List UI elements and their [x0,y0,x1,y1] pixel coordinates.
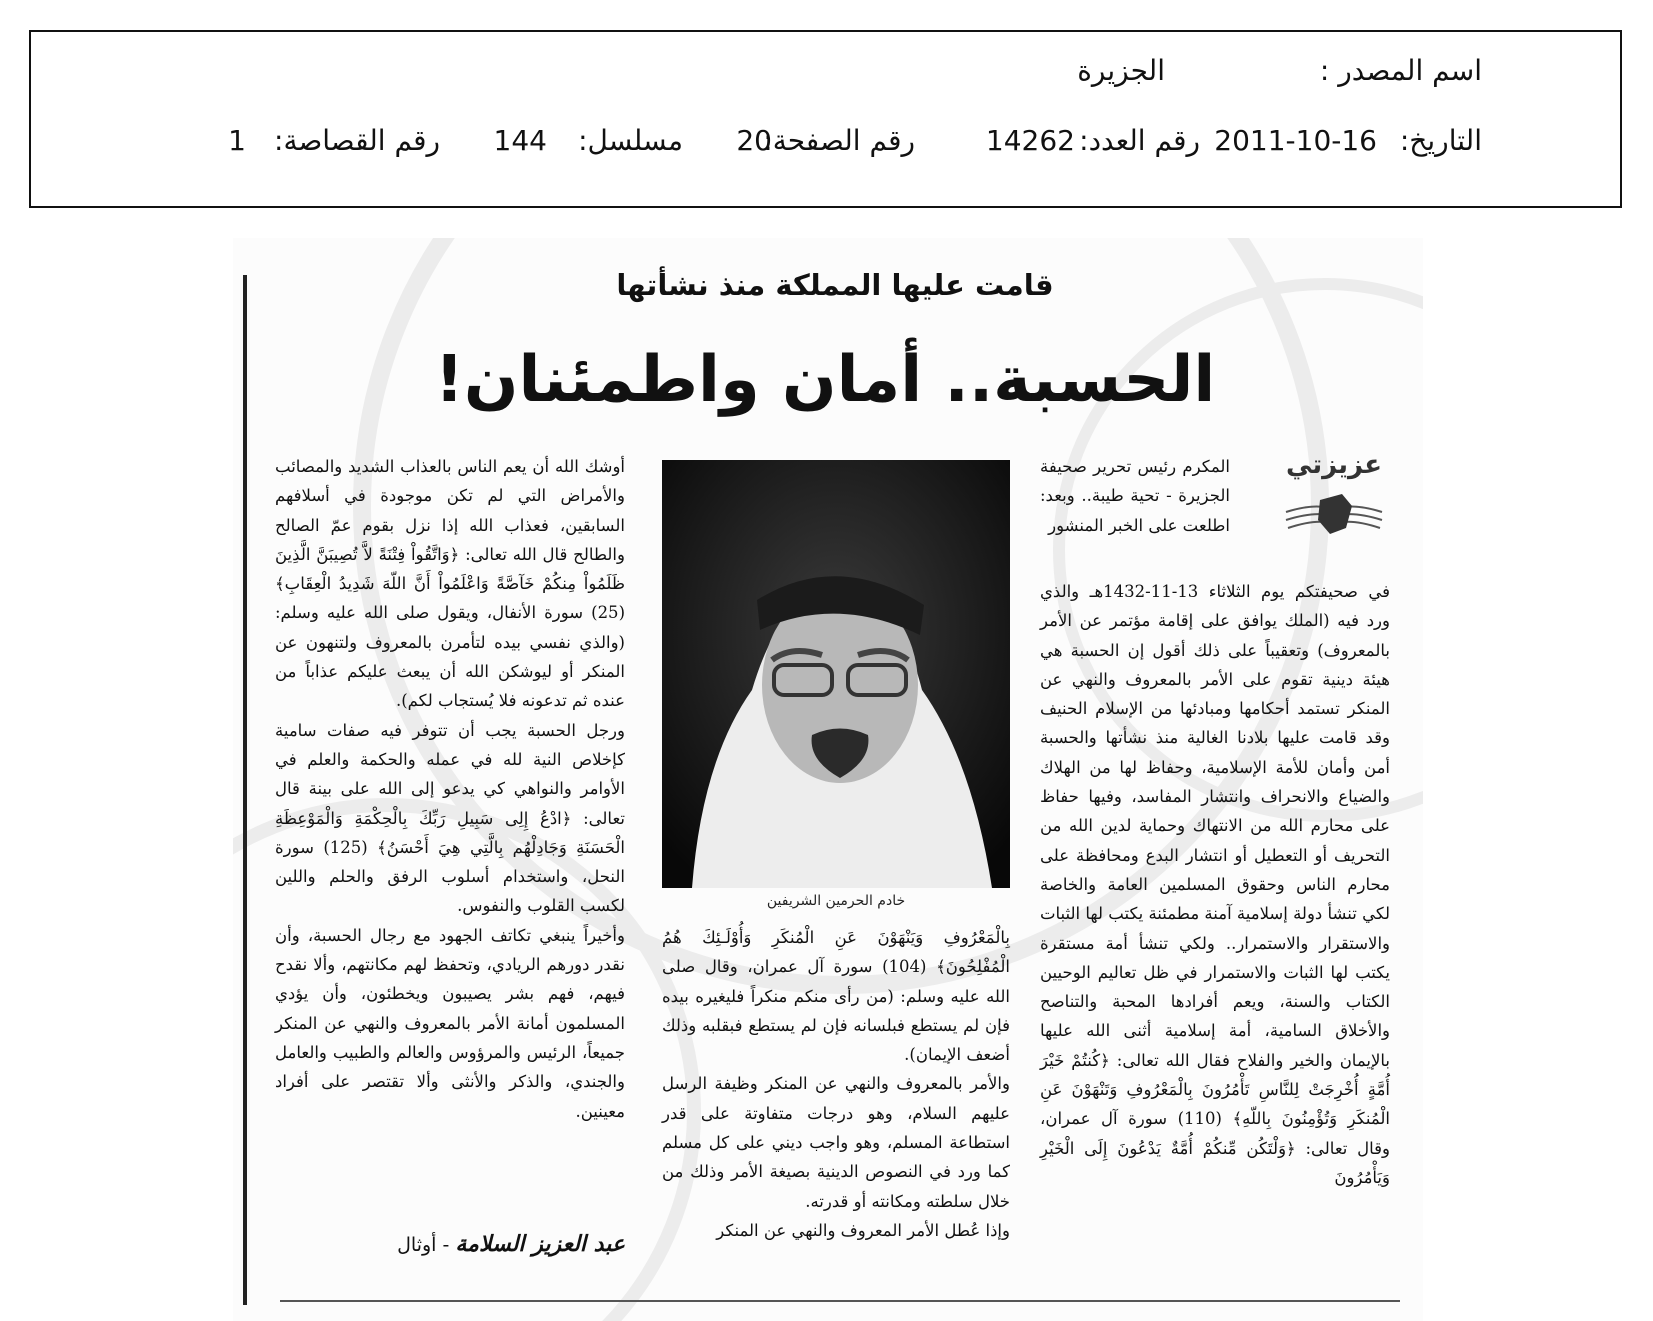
clipping-metadata-box [29,30,1622,208]
source-value: الجزيرة [1077,54,1165,87]
paragraph: والأمر بالمعروف والنهي عن المنكر وظيفة الرسل عليهم السلام، وهو درجات متفاوتة على قدر استطاعة المسلم، وهو واجب ديني على كل مسلم كما ورد في النصوص الدينية بصيغة الأمر وذلك من خلال سلطته ومكانته أو قدرته. [662,1074,1010,1211]
paragraph: بِالْمَعْرُوفِ وَيَنْهَوْنَ عَنِ الْمُنكَرِ وَأُوْلَـئِكَ هُمُ الْمُفْلِحُونَ﴾ (104) سورة آل عمران، وقال صلى الله عليه وسلم: (من رأى منكم منكراً فليغيره بيده فإن لم يستطع فبلسانه فإن لم يستطع فبقلبه وذلك أضعف الإيمان). [662,928,1010,1065]
serial-label: مسلسل: [578,124,683,157]
serial-value: 144 [493,124,547,157]
signature-dash: - [436,1234,450,1256]
date-value: 2011-10-16 [1214,124,1377,157]
article-column-right [1040,577,1390,1192]
page-label: رقم الصفحة: [763,124,915,157]
bottom-rule [280,1300,1400,1302]
paragraph: وإذا عُطل الأمر المعروف والنهي عن المنكر [716,1220,1010,1240]
date-label: التاريخ: [1399,124,1482,157]
paragraph: ورجل الحسبة يجب أن تتوفر فيه صفات سامية كإخلاص النية لله في عمله والحكمة والعلم في الأوامر والنواهي كي يدعو إلى الله على بينة قال تعالى: ﴿ادْعُ إِلِى سَبِيلِ رَبِّكَ بِالْحِكْمَةِ وَالْمَوْعِظَةِ الْحَسَنَةِ وَجَادِلْهُم بِالَّتِي هِيَ أَحْسَنُ﴾ (125) سورة النحل، واستخدام أسلوب الرفق والحلم واللين لكسب القلوب والنفوس. [275,720,625,916]
issue-value: 14262 [985,124,1075,157]
page-value: 20 [736,124,772,157]
intro-text: المكرم رئيس تحرير صحيفة الجزيرة - تحية طيبة.. وبعد: اطلعت على الخبر المنشور [1040,457,1230,535]
article-headline: الحسبة.. أمان واطمئنان! [434,343,1216,417]
article-intro [1040,452,1230,540]
map-wings-icon [1278,450,1390,550]
clip-label: رقم القصاصة: [274,124,440,157]
clip-value: 1 [228,124,246,157]
source-label: اسم المصدر : [1319,54,1482,87]
issue-label: رقم العدد: [1079,124,1200,157]
author-name: عبد العزيز السلامة [455,1232,625,1257]
section-logo [1278,450,1390,550]
article-column-left [275,452,625,1126]
section-logo-text: عزيزتي [1286,450,1382,480]
article-kicker: قامت عليها المملكة منذ نشأتها [616,268,1054,302]
column-rule-vertical [243,275,247,1305]
photo-caption: خادم الحرمين الشريفين [766,893,906,909]
portrait-photo [662,460,1010,888]
column-right-text: في صحيفتكم يوم الثلاثاء 13-11-1432هـ والذي ورد فيه (الملك يوافق على إقامة مؤتمر عن الأمر بالمعروف) وتعقيباً على ذلك أقول إن الحسبة هي هيئة دينية تقوم على الأمر بالمعروف والنهي عن المنكر تستمد أحكامها ومبادئها من الإسلام الحنيف وقد قامت عليها بلادنا الغالية منذ نشأتها والحسبة أمن وأمان للأمة الإسلامية، وحفاظ لها من الهلاك والضياع والانحراف وانتشار المفاسد، وفيها حفاظ على محارم الله من الانتهاك وحماية لدين الله من التحريف أو التعطيل أو انتشار البدع ومحافظة على محارم الناس وحقوق المسلمين العامة والخاصة لكي تنشأ دولة إسلامية آمنة مطمئنة يكتب لها الثبات والاستقرار والاستمرار.. ولكي تنشأ أمة مستقرة يكتب لها الثبات والاستمرار في ظل تعاليم الوحيين الكتاب والسنة، ويعم أفرادها المحبة والتناصح والأخلاق السامية، أمة إسلامية أثنى الله عليها بالإيمان والخير والفلاح فقال الله تعالى: ﴿كُنتُمْ خَيْرَ أُمَّةٍ أُخْرِجَتْ لِلنَّاسِ تَأْمُرُونَ بِالْمَعْرُوفِ وَتَنْهَوْنَ عَنِ الْمُنكَرِ وَتُؤْمِنُونَ بِاللّهِ﴾ (110) سورة آل عمران، وقال تعالى: ﴿وَلْتَكُن مِّنكُمْ أُمَّةٌ يَدْعُونَ إِلَى الْخَيْرِ وَيَأْمُرُونَ [1040,582,1390,1187]
author-location: أوثال [397,1234,437,1256]
paragraph: أوشك الله أن يعم الناس بالعذاب الشديد والمصائب والأمراض التي لم تكن موجودة في أسلافهم السابقين، فعذاب الله إذا نزل بقوم عمّ الصالح والطالح قال الله تعالى: ﴿وَاتَّقُواْ فِتْنَةً لاَّ تُصِيبَنَّ الَّذِينَ ظَلَمُواْ مِنكُمْ خَآصَّةً وَاعْلَمُواْ أَنَّ اللّهَ شَدِيدُ الْعِقَابِ﴾ (25) سورة الأنفال، ويقول صلى الله عليه وسلم: (والذي نفسي بيده لتأمرن بالمعروف ولتنهون عن المنكر أو ليوشكن الله أن يبعث عليكم عذاباً من عنده ثم تدعونه فلا يُستجاب لكم). [275,457,625,711]
author-signature [275,1232,625,1257]
article-column-middle [662,923,1010,1245]
paragraph: وأخيراً ينبغي تكاتف الجهود مع رجال الحسبة، وأن نقدر دورهم الريادي، وتحفظ لهم مكانتهم، وألا نقدح فيهم، فهم بشر يصيبون ويخطئون، وأن يؤدي المسلمون أمانة الأمر بالمعروف والنهي عن المنكر جميعاً، الرئيس والمرؤوس والعالم والطبيب والعامل والجندي، والذكر والأنثى وألا تقتصر على أفراد معينين. [275,925,625,1121]
portrait-image [662,460,1010,888]
